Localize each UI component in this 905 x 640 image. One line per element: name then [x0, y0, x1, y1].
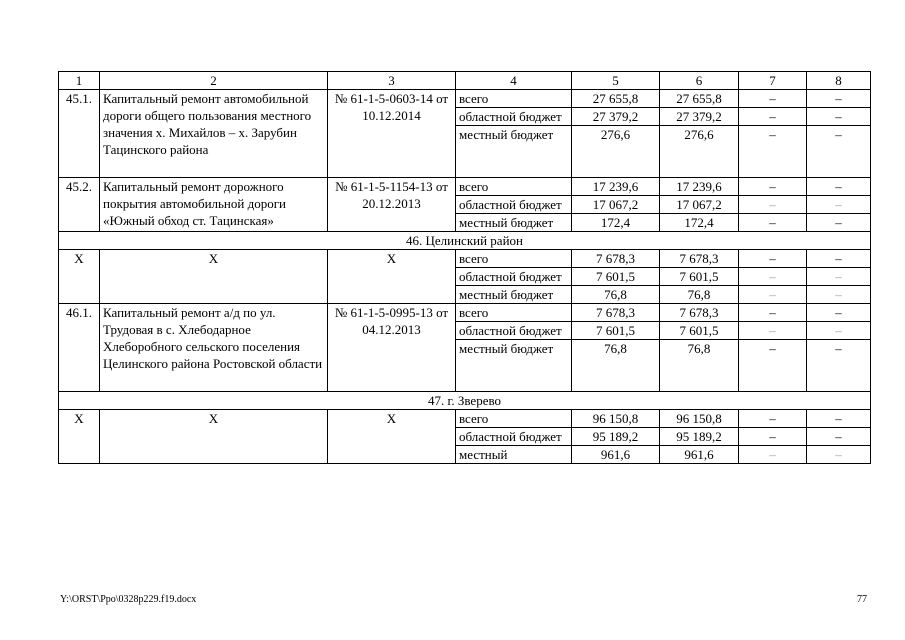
- dash-cell: –: [807, 268, 871, 286]
- dash-cell: –: [739, 446, 807, 464]
- dash-cell: –: [739, 196, 807, 214]
- row-label-regional: областной бюджет: [456, 108, 572, 126]
- value-cell: 76,8: [572, 340, 660, 392]
- dash-cell: –: [807, 322, 871, 340]
- value-cell: 7 601,5: [572, 322, 660, 340]
- dash-cell: –: [807, 304, 871, 322]
- value-cell: 7 678,3: [572, 250, 660, 268]
- contract-number: № 61-1-5-0995-13 от 04.12.2013: [328, 304, 456, 392]
- value-cell: 276,6: [572, 126, 660, 178]
- row-label-local: местный: [456, 446, 572, 464]
- dash-cell: –: [807, 178, 871, 196]
- row-label-regional: областной бюджет: [456, 428, 572, 446]
- dash-cell: –: [739, 214, 807, 232]
- value-cell: 17 239,6: [572, 178, 660, 196]
- value-cell: 7 678,3: [660, 304, 739, 322]
- x-mark: Х: [59, 410, 100, 464]
- row-label-local: местный бюджет: [456, 126, 572, 178]
- row-label-regional: областной бюджет: [456, 196, 572, 214]
- header-cell: 3: [328, 72, 456, 90]
- value-cell: 961,6: [660, 446, 739, 464]
- value-cell: 76,8: [660, 340, 739, 392]
- value-cell: 76,8: [572, 286, 660, 304]
- item-name: Капитальный ремонт дорожного покрытия автомобильной дороги «Южный обход ст. Тацинская»: [100, 178, 328, 232]
- dash-cell: –: [807, 108, 871, 126]
- dash-cell: –: [807, 250, 871, 268]
- dash-cell: –: [807, 340, 871, 392]
- item-name: Капитальный ремонт а/д по ул. Трудовая в с. Хлебодарное Хлеборобного сельского поселения Целинского района Ростовской области: [100, 304, 328, 392]
- value-cell: 276,6: [660, 126, 739, 178]
- section-title: 46. Целинский район: [59, 232, 871, 250]
- dash-cell: –: [807, 126, 871, 178]
- row-label-local: местный бюджет: [456, 286, 572, 304]
- dash-cell: –: [807, 90, 871, 108]
- value-cell: 17 067,2: [660, 196, 739, 214]
- row-label-total: всего: [456, 304, 572, 322]
- value-cell: 7 678,3: [572, 304, 660, 322]
- value-cell: 17 239,6: [660, 178, 739, 196]
- budget-table: [58, 71, 871, 464]
- section-title: 47. г. Зверево: [59, 392, 871, 410]
- value-cell: 172,4: [572, 214, 660, 232]
- value-cell: 27 655,8: [660, 90, 739, 108]
- dash-cell: –: [807, 446, 871, 464]
- section-row: [59, 232, 871, 250]
- dash-cell: –: [739, 322, 807, 340]
- header-cell: 1: [59, 72, 100, 90]
- contract-number: № 61-1-5-0603-14 от 10.12.2014: [328, 90, 456, 178]
- dash-cell: –: [807, 428, 871, 446]
- value-cell: 96 150,8: [572, 410, 660, 428]
- contract-number: № 61-1-5-1154-13 от 20.12.2013: [328, 178, 456, 232]
- dash-cell: –: [739, 340, 807, 392]
- row-label-total: всего: [456, 250, 572, 268]
- dash-cell: –: [807, 286, 871, 304]
- row-label-regional: областной бюджет: [456, 322, 572, 340]
- header-cell: 2: [100, 72, 328, 90]
- row-label-total: всего: [456, 410, 572, 428]
- page-number: 77: [857, 594, 867, 605]
- header-cell: 7: [739, 72, 807, 90]
- item-number: 45.1.: [59, 90, 100, 178]
- value-cell: 172,4: [660, 214, 739, 232]
- value-cell: 27 379,2: [572, 108, 660, 126]
- x-mark: Х: [328, 250, 456, 304]
- x-mark: Х: [100, 250, 328, 304]
- x-mark: Х: [100, 410, 328, 464]
- dash-cell: –: [739, 90, 807, 108]
- row-label-total: всего: [456, 178, 572, 196]
- value-cell: 7 601,5: [660, 322, 739, 340]
- header-row: [59, 72, 871, 90]
- value-cell: 27 655,8: [572, 90, 660, 108]
- value-cell: 7 601,5: [660, 268, 739, 286]
- item-name: Капитальный ремонт автомобильной дороги общего пользования местного значения х. Михайлов – х. Зарубин Тацинского района: [100, 90, 328, 178]
- value-cell: 95 189,2: [572, 428, 660, 446]
- row-label-total: всего: [456, 90, 572, 108]
- table-row: [59, 410, 871, 428]
- value-cell: 961,6: [572, 446, 660, 464]
- row-label-local: местный бюджет: [456, 340, 572, 392]
- value-cell: 95 189,2: [660, 428, 739, 446]
- dash-cell: –: [807, 196, 871, 214]
- x-mark: Х: [328, 410, 456, 464]
- dash-cell: –: [739, 250, 807, 268]
- section-row: [59, 392, 871, 410]
- file-path: Y:\ORST\Ppo\0328p229.f19.docx: [60, 594, 197, 605]
- dash-cell: –: [739, 304, 807, 322]
- dash-cell: –: [807, 410, 871, 428]
- item-number: 45.2.: [59, 178, 100, 232]
- dash-cell: –: [739, 286, 807, 304]
- value-cell: 27 379,2: [660, 108, 739, 126]
- dash-cell: –: [807, 214, 871, 232]
- x-mark: Х: [59, 250, 100, 304]
- value-cell: 76,8: [660, 286, 739, 304]
- row-label-local: местный бюджет: [456, 214, 572, 232]
- row-label-regional: областной бюджет: [456, 268, 572, 286]
- item-number: 46.1.: [59, 304, 100, 392]
- dash-cell: –: [739, 108, 807, 126]
- dash-cell: –: [739, 126, 807, 178]
- header-cell: 5: [572, 72, 660, 90]
- dash-cell: –: [739, 410, 807, 428]
- header-cell: 8: [807, 72, 871, 90]
- value-cell: 96 150,8: [660, 410, 739, 428]
- table-row: [59, 250, 871, 268]
- value-cell: 17 067,2: [572, 196, 660, 214]
- value-cell: 7 678,3: [660, 250, 739, 268]
- table-row: [59, 90, 871, 108]
- table-row: [59, 178, 871, 196]
- dash-cell: –: [739, 268, 807, 286]
- dash-cell: –: [739, 178, 807, 196]
- value-cell: 7 601,5: [572, 268, 660, 286]
- header-cell: 4: [456, 72, 572, 90]
- dash-cell: –: [739, 428, 807, 446]
- table-row: [59, 304, 871, 322]
- header-cell: 6: [660, 72, 739, 90]
